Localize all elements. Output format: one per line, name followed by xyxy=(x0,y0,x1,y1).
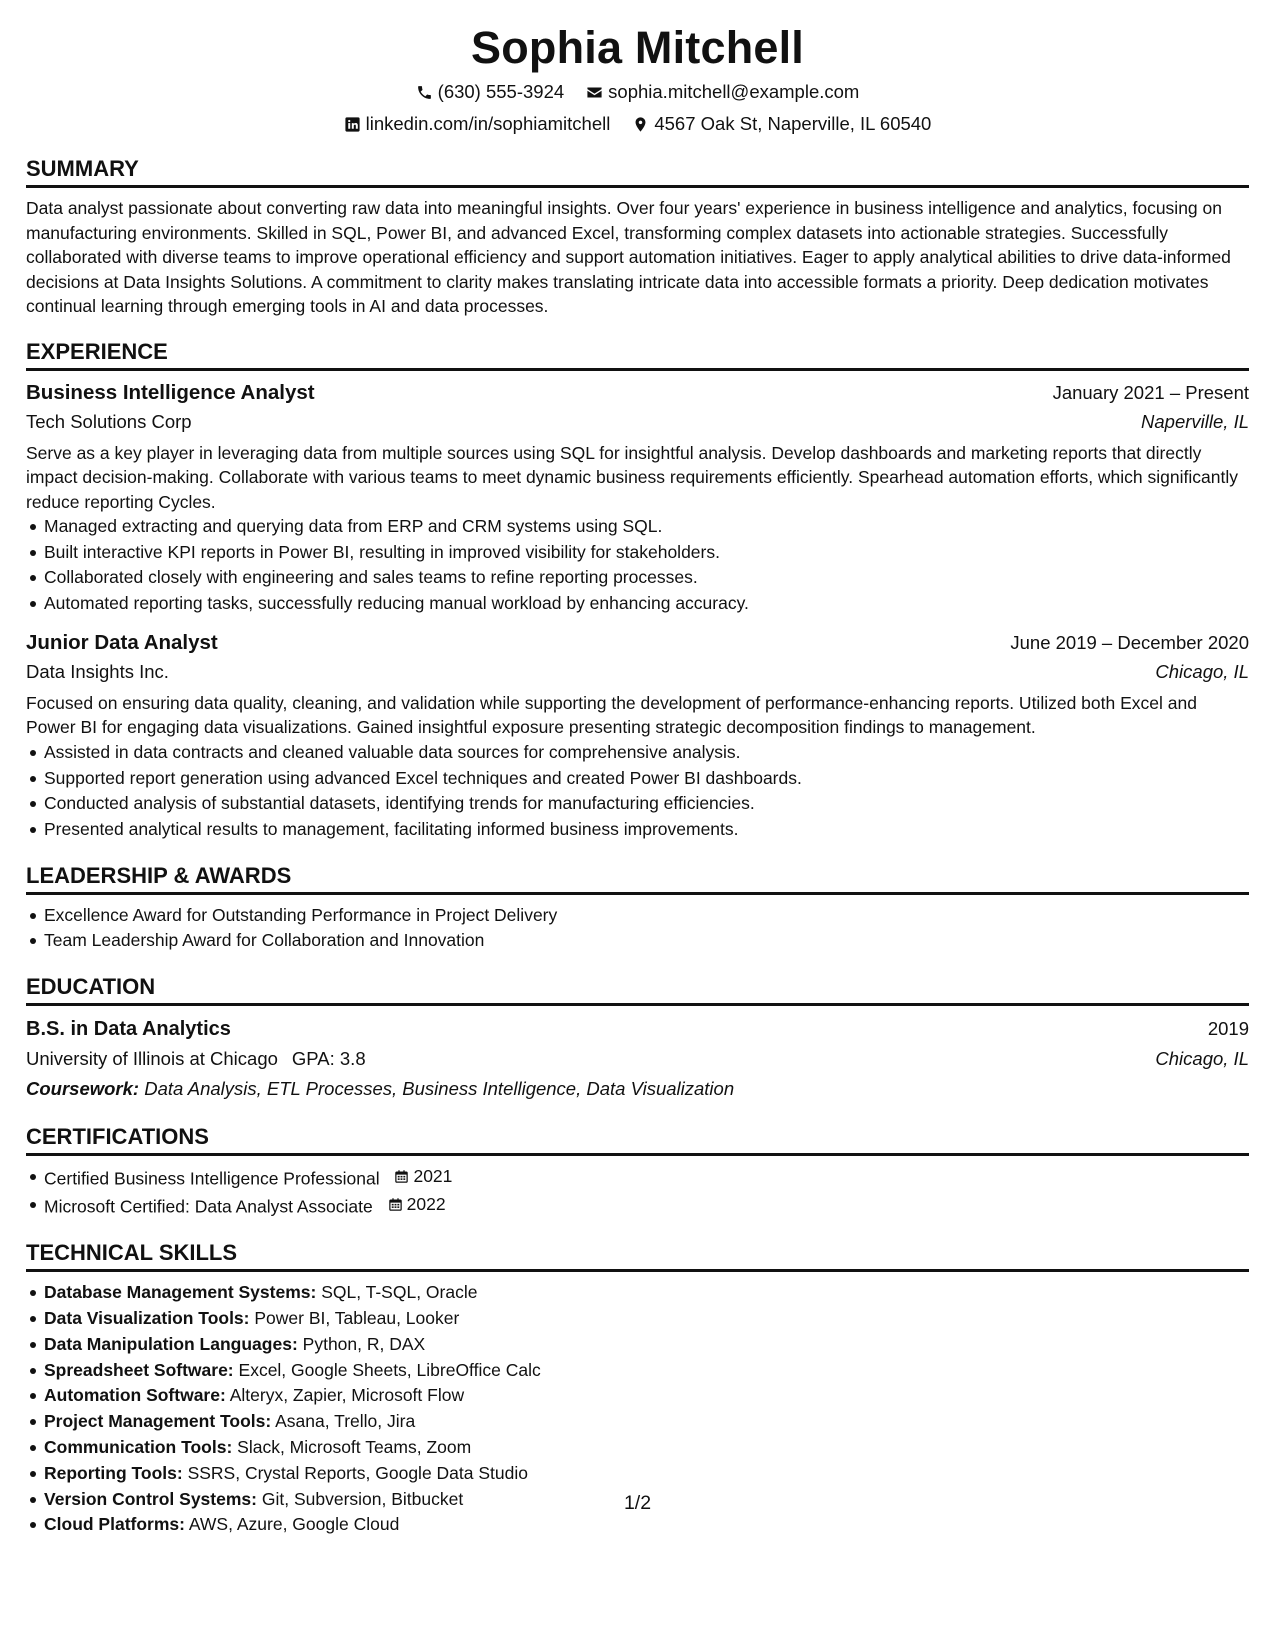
contact-line-2 xyxy=(26,112,1249,136)
certification-year: 2022 xyxy=(406,1194,446,1215)
job-title: Junior Data Analyst xyxy=(26,630,218,654)
skill-values: AWS, Azure, Google Cloud xyxy=(188,1514,400,1535)
skill-category: Communication Tools: xyxy=(44,1436,233,1457)
skill-values: Slack, Microsoft Teams, Zoom xyxy=(237,1436,472,1457)
job-bullets xyxy=(26,740,1249,843)
job-description: Focused on ensuring data quality, cleaning, and validation while supporting the development of performance-enhancing reports. Utilized both Excel and Power BI for engaging data visualizations. Gained insightful exposure presenting strategic decomposition findings to management. xyxy=(26,692,1197,738)
certification-name: Certified Business Intelligence Professional xyxy=(44,1168,380,1189)
job-header xyxy=(26,379,1249,407)
contact-email[interactable] xyxy=(586,80,859,104)
certifications-heading: CERTIFICATIONS xyxy=(26,1122,1249,1156)
summary-heading: SUMMARY xyxy=(26,154,1249,188)
list-item xyxy=(44,1435,1249,1461)
job-header xyxy=(26,629,1249,657)
skill-category: Database Management Systems: xyxy=(44,1282,317,1303)
certifications-list xyxy=(26,1164,1249,1220)
education-header xyxy=(26,1014,1249,1044)
summary-section xyxy=(26,154,1249,319)
skill-values: Git, Subversion, Bitbucket xyxy=(261,1488,464,1509)
education-school: University of Illinois at Chicago xyxy=(26,1048,278,1070)
job-title: Business Intelligence Analyst xyxy=(26,380,315,404)
skill-values: Alteryx, Zapier, Microsoft Flow xyxy=(229,1385,465,1406)
phone-icon xyxy=(416,84,433,101)
list-item xyxy=(44,1383,1249,1409)
job-location: Naperville, IL xyxy=(1141,410,1249,432)
job-company: Data Insights Inc. xyxy=(26,660,169,682)
list-item xyxy=(44,1461,1249,1487)
list-item xyxy=(44,1192,1249,1220)
job-company: Tech Solutions Corp xyxy=(26,410,192,432)
list-item: Built interactive KPI reports in Power BI, resulting in improved visibility for stakeholders. xyxy=(44,540,1249,566)
skill-category: Cloud Platforms: xyxy=(44,1514,185,1535)
contact-address xyxy=(632,112,931,136)
list-item: Team Leadership Award for Collaboration and Innovation xyxy=(44,928,1249,954)
skill-values: SSRS, Crystal Reports, Google Data Studio xyxy=(187,1462,528,1483)
skill-category: Project Management Tools: xyxy=(44,1411,272,1432)
map-pin-icon xyxy=(632,116,649,133)
list-item xyxy=(44,1280,1249,1306)
job-subheader xyxy=(26,657,1249,687)
experience-heading: EXPERIENCE xyxy=(26,337,1249,371)
certification-year: 2021 xyxy=(413,1166,453,1187)
education-section xyxy=(26,972,1249,1104)
certification-date xyxy=(388,1192,446,1218)
job-entry xyxy=(26,629,1249,843)
job-dates: June 2019 – December 2020 xyxy=(1010,631,1249,653)
list-item: Excellence Award for Outstanding Performance in Project Delivery xyxy=(44,903,1249,929)
list-item xyxy=(44,1306,1249,1332)
education-location: Chicago, IL xyxy=(1155,1048,1249,1070)
contact-linkedin[interactable] xyxy=(344,112,611,136)
skill-category: Version Control Systems: xyxy=(44,1488,257,1509)
page-number: 1/2 xyxy=(623,1492,652,1514)
candidate-name: Sophia Mitchell xyxy=(470,22,805,73)
job-description: Serve as a key player in leveraging data from multiple sources using SQL for insightful analysis. Develop dashboards and marketing reports that directly impact decision-making. Collaborate with various teams to meet dynamic business requirements efficiently. Spearhead automation efforts, which significantly reduce reporting Cycles. xyxy=(26,442,1238,512)
job-subheader xyxy=(26,407,1249,437)
certification-date xyxy=(394,1164,452,1190)
education-year: 2019 xyxy=(1207,1018,1249,1040)
calendar-icon xyxy=(388,1197,403,1212)
envelope-icon xyxy=(586,84,603,101)
job-entry xyxy=(26,379,1249,617)
experience-section xyxy=(26,337,1249,843)
awards-section xyxy=(26,861,1249,954)
skill-values: Python, R, DAX xyxy=(302,1333,426,1354)
linkedin-text[interactable]: linkedin.com/in/sophiamitchell xyxy=(365,113,611,134)
coursework-label: Coursework: xyxy=(26,1078,140,1100)
calendar-icon xyxy=(394,1169,409,1184)
contact-phone xyxy=(416,80,565,104)
email-text[interactable]: sophia.mitchell@example.com xyxy=(608,81,860,102)
list-item xyxy=(44,1164,1249,1192)
skill-category: Spreadsheet Software: xyxy=(44,1359,234,1380)
list-item: Assisted in data contracts and cleaned valuable data sources for comprehensive analysis. xyxy=(44,740,1249,766)
list-item: Supported report generation using advanced Excel techniques and created Power BI dashboards. xyxy=(44,766,1249,792)
skills-heading: TECHNICAL SKILLS xyxy=(26,1238,1249,1272)
education-heading: EDUCATION xyxy=(26,972,1249,1006)
job-dates: January 2021 – Present xyxy=(1052,381,1249,403)
certifications-section xyxy=(26,1122,1249,1220)
skill-values: SQL, T-SQL, Oracle xyxy=(321,1282,478,1303)
job-location: Chicago, IL xyxy=(1155,660,1249,682)
list-item xyxy=(44,1512,1249,1538)
list-item xyxy=(44,1332,1249,1358)
certification-name: Microsoft Certified: Data Analyst Associate xyxy=(44,1196,373,1217)
skill-category: Reporting Tools: xyxy=(44,1462,183,1483)
skill-category: Data Manipulation Languages: xyxy=(44,1333,298,1354)
linkedin-icon xyxy=(344,116,361,133)
skill-category: Automation Software: xyxy=(44,1385,226,1406)
list-item xyxy=(44,1358,1249,1384)
summary-text: Data analyst passionate about converting raw data into meaningful insights. Over four years' experience in business intelligence and analytics, focusing on manufacturing environments. Skilled in SQL, Power BI, and advanced Excel, transforming complex datasets into actionable strategies. Successfully collaborated with diverse teams to improve operational efficiency and support automation initiatives. Eager to apply analytical abilities to drive data-informed decisions at Data Insights Solutions. A commitment to clarity makes translating intricate data into accessible formats a priority. Deep dedication motivates continual learning through emerging tools in AI and data processes. xyxy=(26,198,1231,316)
education-school-line xyxy=(26,1044,366,1074)
awards-heading: LEADERSHIP & AWARDS xyxy=(26,861,1249,895)
list-item: Managed extracting and querying data from ERP and CRM systems using SQL. xyxy=(44,514,1249,540)
list-item: Presented analytical results to management, facilitating informed business improvements. xyxy=(44,817,1249,843)
address-text: 4567 Oak St, Naperville, IL 60540 xyxy=(654,113,932,134)
coursework-list: Data Analysis, ETL Processes, Business Intelligence, Data Visualization xyxy=(144,1078,735,1100)
list-item: Collaborated closely with engineering and sales teams to refine reporting processes. xyxy=(44,565,1249,591)
list-item xyxy=(44,1409,1249,1435)
skill-values: Excel, Google Sheets, LibreOffice Calc xyxy=(238,1359,541,1380)
skill-category: Data Visualization Tools: xyxy=(44,1307,250,1328)
education-degree: B.S. in Data Analytics xyxy=(26,1018,231,1041)
skill-values: Asana, Trello, Jira xyxy=(275,1411,416,1432)
coursework xyxy=(26,1074,1249,1104)
list-item: Conducted analysis of substantial datasets, identifying trends for manufacturing efficiencies. xyxy=(44,791,1249,817)
resume-content xyxy=(26,18,1249,1538)
list-item: Automated reporting tasks, successfully reducing manual workload by enhancing accuracy. xyxy=(44,591,1249,617)
job-bullets xyxy=(26,514,1249,617)
contact-line-1 xyxy=(26,80,1249,104)
awards-list xyxy=(26,903,1249,954)
phone-text: (630) 555-3924 xyxy=(437,81,565,102)
education-gpa: GPA: 3.8 xyxy=(291,1048,366,1070)
education-subheader xyxy=(26,1044,1249,1074)
skill-values: Power BI, Tableau, Looker xyxy=(254,1307,460,1328)
